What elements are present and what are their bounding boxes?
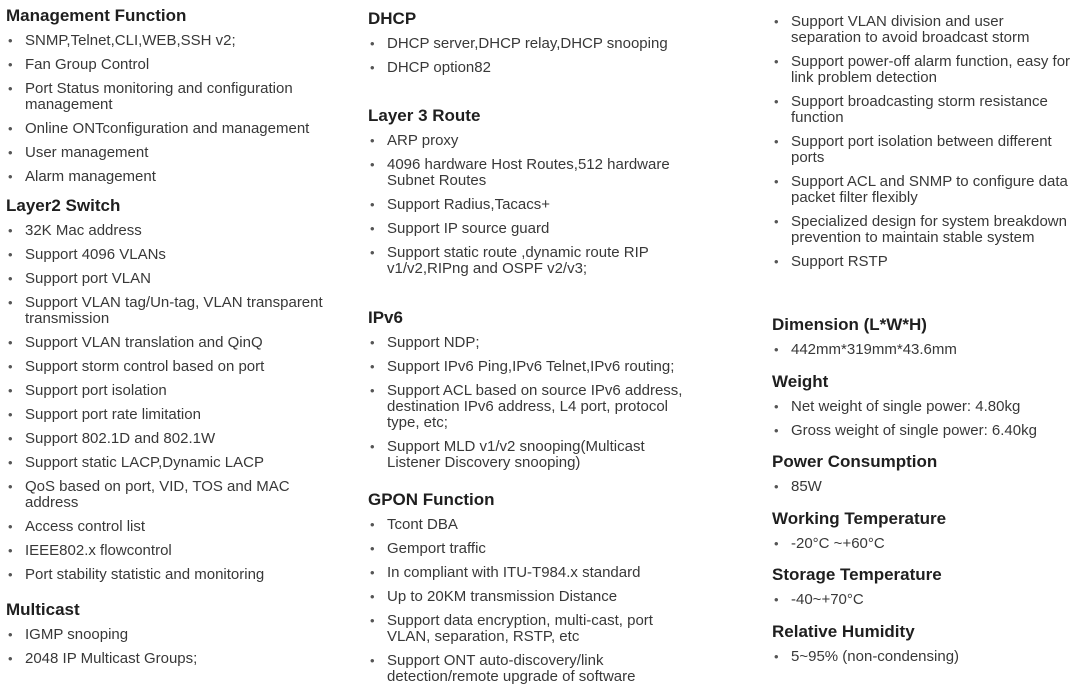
feature-list xyxy=(772,399,1072,439)
list-item: • Support ACL and SNMP to configure data packet filter flexibly xyxy=(772,174,1072,206)
list-item: • Port Status monitoring and configuration management xyxy=(6,81,326,113)
list-item: • Support port rate limitation xyxy=(6,407,326,423)
feature-list xyxy=(772,536,1072,552)
section-dhcp xyxy=(368,9,698,76)
list-item: • Support RSTP xyxy=(772,254,1072,270)
list-item: • Net weight of single power: 4.80kg xyxy=(772,399,1072,415)
list-item: • Support data encryption, multi-cast, port VLAN, separation, RSTP, etc xyxy=(368,613,668,645)
list-item: • Support port isolation between different ports xyxy=(772,134,1072,166)
list-item: • SNMP,Telnet,CLI,WEB,SSH v2; xyxy=(6,33,326,49)
list-item: • Port stability statistic and monitoring xyxy=(6,567,326,583)
section-multicast xyxy=(6,600,326,667)
list-item: • DHCP option82 xyxy=(368,60,698,76)
section-continued-2 xyxy=(772,10,1072,270)
list-item: • Access control list xyxy=(6,519,326,535)
section-layer-3-route xyxy=(368,106,698,277)
section-title: Layer 3 Route xyxy=(368,106,481,125)
list-item: • User management xyxy=(6,145,326,161)
feature-list xyxy=(772,14,1072,270)
list-item: • QoS based on port, VID, TOS and MAC address xyxy=(6,479,326,511)
list-item: • Support VLAN tag/Un-tag, VLAN transparent transmission xyxy=(6,295,326,327)
section-power-consumption xyxy=(772,452,1072,495)
section-title: Power Consumption xyxy=(772,452,938,471)
list-item: • 4096 hardware Host Routes,512 hardware Subnet Routes xyxy=(368,157,698,189)
feature-list xyxy=(772,649,1072,665)
list-item: • 85W xyxy=(772,479,1072,495)
list-item: • 5~95% (non-condensing) xyxy=(772,649,1072,665)
list-item: • Support 802.1D and 802.1W xyxy=(6,431,326,447)
list-item: • Support ACL based on source IPv6 address, destination IPv6 address, L4 port, protocol type, etc; xyxy=(368,383,698,431)
list-item: • Specialized design for system breakdown prevention to maintain stable system xyxy=(772,214,1072,246)
feature-list xyxy=(368,133,698,277)
feature-list xyxy=(772,592,1072,608)
list-item: • Online ONTconfiguration and management xyxy=(6,121,326,137)
feature-list xyxy=(6,223,326,583)
section-title: Working Temperature xyxy=(772,509,947,528)
list-item: • Support IP source guard xyxy=(368,221,698,237)
section-weight xyxy=(772,372,1072,439)
list-item: • Support port isolation xyxy=(6,383,326,399)
section-working-temperature xyxy=(772,509,1072,552)
list-item: • Support broadcasting storm resistance function xyxy=(772,94,1072,126)
section-title: Management Function xyxy=(6,6,187,25)
list-item: • 442mm*319mm*43.6mm xyxy=(772,342,1072,358)
feature-list xyxy=(772,479,1072,495)
list-item: • IEEE802.x flowcontrol xyxy=(6,543,326,559)
feature-list xyxy=(368,36,698,76)
list-item: • Support VLAN translation and QinQ xyxy=(6,335,326,351)
section-title: Relative Humidity xyxy=(772,622,915,641)
section-title: Dimension (L*W*H) xyxy=(772,315,927,334)
feature-list xyxy=(772,342,1072,358)
section-title: Storage Temperature xyxy=(772,565,942,584)
feature-list xyxy=(6,33,326,185)
list-item: • Support ONT auto-discovery/link detection/remote upgrade of software xyxy=(368,653,668,685)
list-item: • DHCP server,DHCP relay,DHCP snooping xyxy=(368,36,698,52)
list-item: • Support 4096 VLANs xyxy=(6,247,326,263)
list-item: • Tcont DBA xyxy=(368,517,668,533)
list-item: • In compliant with ITU-T984.x standard xyxy=(368,565,668,581)
section-title: Weight xyxy=(772,372,829,391)
list-item: • Support VLAN division and user separation to avoid broadcast storm xyxy=(772,14,1072,46)
list-item: • Gemport traffic xyxy=(368,541,668,557)
list-item: • -40~+70°C xyxy=(772,592,1072,608)
section-title: GPON Function xyxy=(368,490,495,509)
list-item: • 2048 IP Multicast Groups; xyxy=(6,651,326,667)
list-item: • IGMP snooping xyxy=(6,627,326,643)
feature-list xyxy=(6,627,326,667)
section-storage-temperature xyxy=(772,565,1072,608)
list-item: • Alarm management xyxy=(6,169,326,185)
feature-list xyxy=(368,517,668,685)
list-item: • Up to 20KM transmission Distance xyxy=(368,589,668,605)
section-title: Layer2 Switch xyxy=(6,196,121,215)
list-item: • Support Radius,Tacacs+ xyxy=(368,197,698,213)
list-item: • Support power-off alarm function, easy for link problem detection xyxy=(772,54,1072,86)
list-item: • Gross weight of single power: 6.40kg xyxy=(772,423,1072,439)
feature-list xyxy=(368,335,698,471)
section-title: IPv6 xyxy=(368,308,403,327)
list-item: • Support storm control based on port xyxy=(6,359,326,375)
list-item: • Support MLD v1/v2 snooping(Multicast Listener Discovery snooping) xyxy=(368,439,698,471)
list-item: • Support port VLAN xyxy=(6,271,326,287)
section-title: Multicast xyxy=(6,600,80,619)
section-management-function xyxy=(6,6,326,185)
list-item: • 32K Mac address xyxy=(6,223,326,239)
section-layer2-switch xyxy=(6,196,326,583)
list-item: • Support static route ,dynamic route RIP v1/v2,RIPng and OSPF v2/v3; xyxy=(368,245,698,277)
section-gpon-function xyxy=(368,490,668,685)
list-item: • ARP proxy xyxy=(368,133,698,149)
list-item: • Support NDP; xyxy=(368,335,698,351)
list-item: • -20°C ~+60°C xyxy=(772,536,1072,552)
list-item: • Support static LACP,Dynamic LACP xyxy=(6,455,326,471)
section-ipv6 xyxy=(368,308,698,471)
section-title: DHCP xyxy=(368,9,417,28)
list-item: • Support IPv6 Ping,IPv6 Telnet,IPv6 routing; xyxy=(368,359,698,375)
list-item: • Fan Group Control xyxy=(6,57,326,73)
section-dimension-l-w-h xyxy=(772,315,1072,358)
section-relative-humidity xyxy=(772,622,1072,665)
